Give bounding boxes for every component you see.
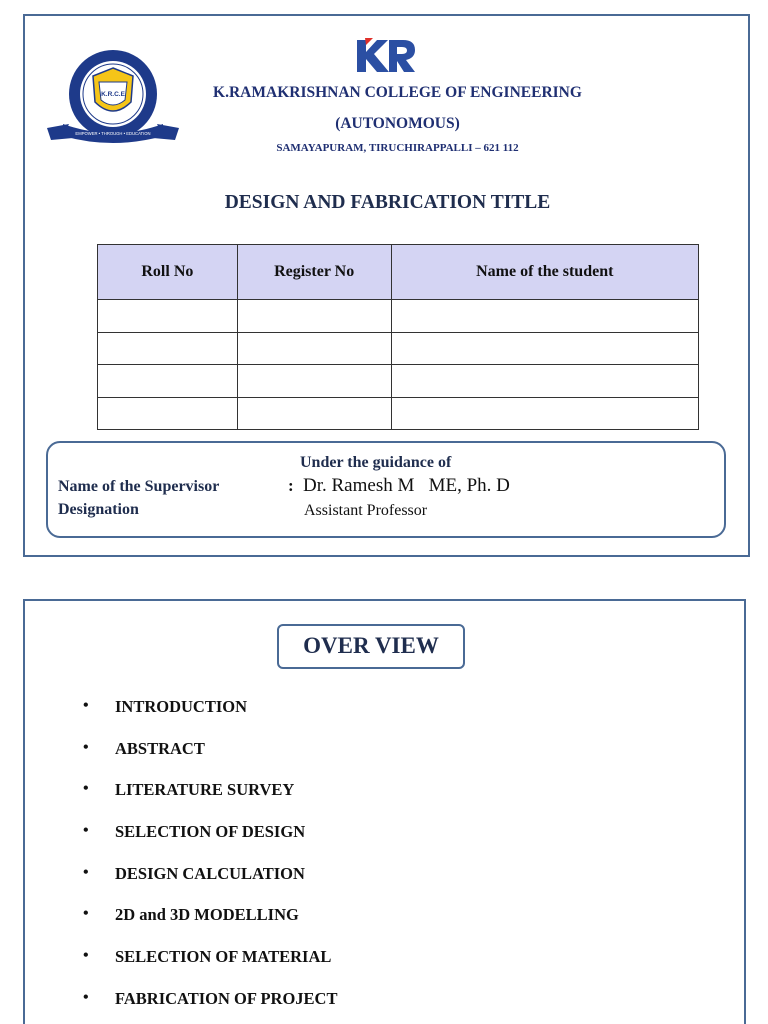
bullet-icon: • bbox=[83, 780, 89, 798]
list-item bbox=[83, 905, 337, 947]
guidance-heading: Under the guidance of bbox=[300, 454, 452, 471]
topic-label: SELECTION OF DESIGN bbox=[115, 822, 306, 842]
list-item bbox=[83, 780, 337, 822]
topic-label: ABSTRACT bbox=[115, 738, 205, 758]
table-cell bbox=[237, 365, 391, 398]
college-name: K.RAMAKRISHNAN COLLEGE OF ENGINEERING bbox=[213, 84, 582, 101]
supervisor-colon: : bbox=[288, 476, 294, 495]
list-item bbox=[83, 989, 337, 1024]
table-cell bbox=[98, 332, 238, 365]
topic-label: INTRODUCTION bbox=[115, 697, 248, 716]
table-header-row bbox=[98, 245, 699, 300]
list-item bbox=[83, 697, 337, 739]
list-item bbox=[83, 739, 337, 781]
topic-label: FABRICATION OF PROJECT bbox=[115, 988, 338, 1008]
bullet-icon: • bbox=[83, 697, 89, 714]
designation-label: Designation bbox=[58, 501, 139, 518]
overview-slide bbox=[23, 599, 746, 1024]
table-cell bbox=[98, 300, 238, 333]
topic-list bbox=[83, 697, 337, 1024]
header-student-name: Name of the student bbox=[391, 245, 698, 300]
table-row bbox=[98, 332, 699, 365]
header-roll-no: Roll No bbox=[98, 245, 238, 300]
bullet-icon: • bbox=[83, 738, 89, 756]
guidance-box bbox=[46, 441, 726, 538]
designation-value: Assistant Professor bbox=[304, 502, 428, 519]
topic-label: SELECTION OF MATERIAL bbox=[115, 947, 332, 967]
list-item bbox=[83, 947, 337, 989]
table-cell bbox=[391, 300, 698, 333]
table-row bbox=[98, 365, 699, 398]
table-cell bbox=[98, 365, 238, 398]
table-cell bbox=[237, 332, 391, 365]
table-cell bbox=[391, 365, 698, 398]
overview-heading: OVER VIEW bbox=[277, 624, 465, 669]
bullet-icon: • bbox=[83, 988, 89, 1006]
table-cell bbox=[391, 397, 698, 430]
supervisor-label: Name of the Supervisor bbox=[58, 478, 220, 495]
topic-label: LITERATURE SURVEY bbox=[115, 780, 295, 800]
supervisor-value: Dr. Ramesh M ME, Ph. D bbox=[303, 475, 510, 496]
title-slide bbox=[23, 14, 750, 557]
header-register-no: Register No bbox=[237, 245, 391, 300]
college-status: (AUTONOMOUS) bbox=[335, 115, 460, 132]
student-table bbox=[97, 244, 699, 430]
crest-ribbon-text: EMPOWER • THROUGH • EDUCATION bbox=[75, 131, 151, 136]
kr-logo-icon bbox=[355, 38, 417, 74]
table-cell bbox=[391, 332, 698, 365]
table-row bbox=[98, 397, 699, 430]
list-item bbox=[83, 864, 337, 906]
college-address: SAMAYAPURAM, TIRUCHIRAPPALLI – 621 112 bbox=[276, 142, 519, 154]
table-cell bbox=[237, 300, 391, 333]
bullet-icon: • bbox=[83, 905, 89, 923]
bullet-icon: • bbox=[83, 822, 89, 840]
bullet-icon: • bbox=[83, 863, 89, 881]
topic-label: DESIGN CALCULATION bbox=[115, 863, 305, 883]
list-item bbox=[83, 822, 337, 864]
table-cell bbox=[237, 397, 391, 430]
bullet-icon: • bbox=[83, 947, 89, 965]
table-cell bbox=[98, 397, 238, 430]
table-row bbox=[98, 300, 699, 333]
topic-label: 2D and 3D MODELLING bbox=[115, 905, 299, 925]
crest-center-text: K.R.C.E bbox=[101, 91, 125, 98]
design-title: DESIGN AND FABRICATION TITLE bbox=[224, 192, 551, 213]
